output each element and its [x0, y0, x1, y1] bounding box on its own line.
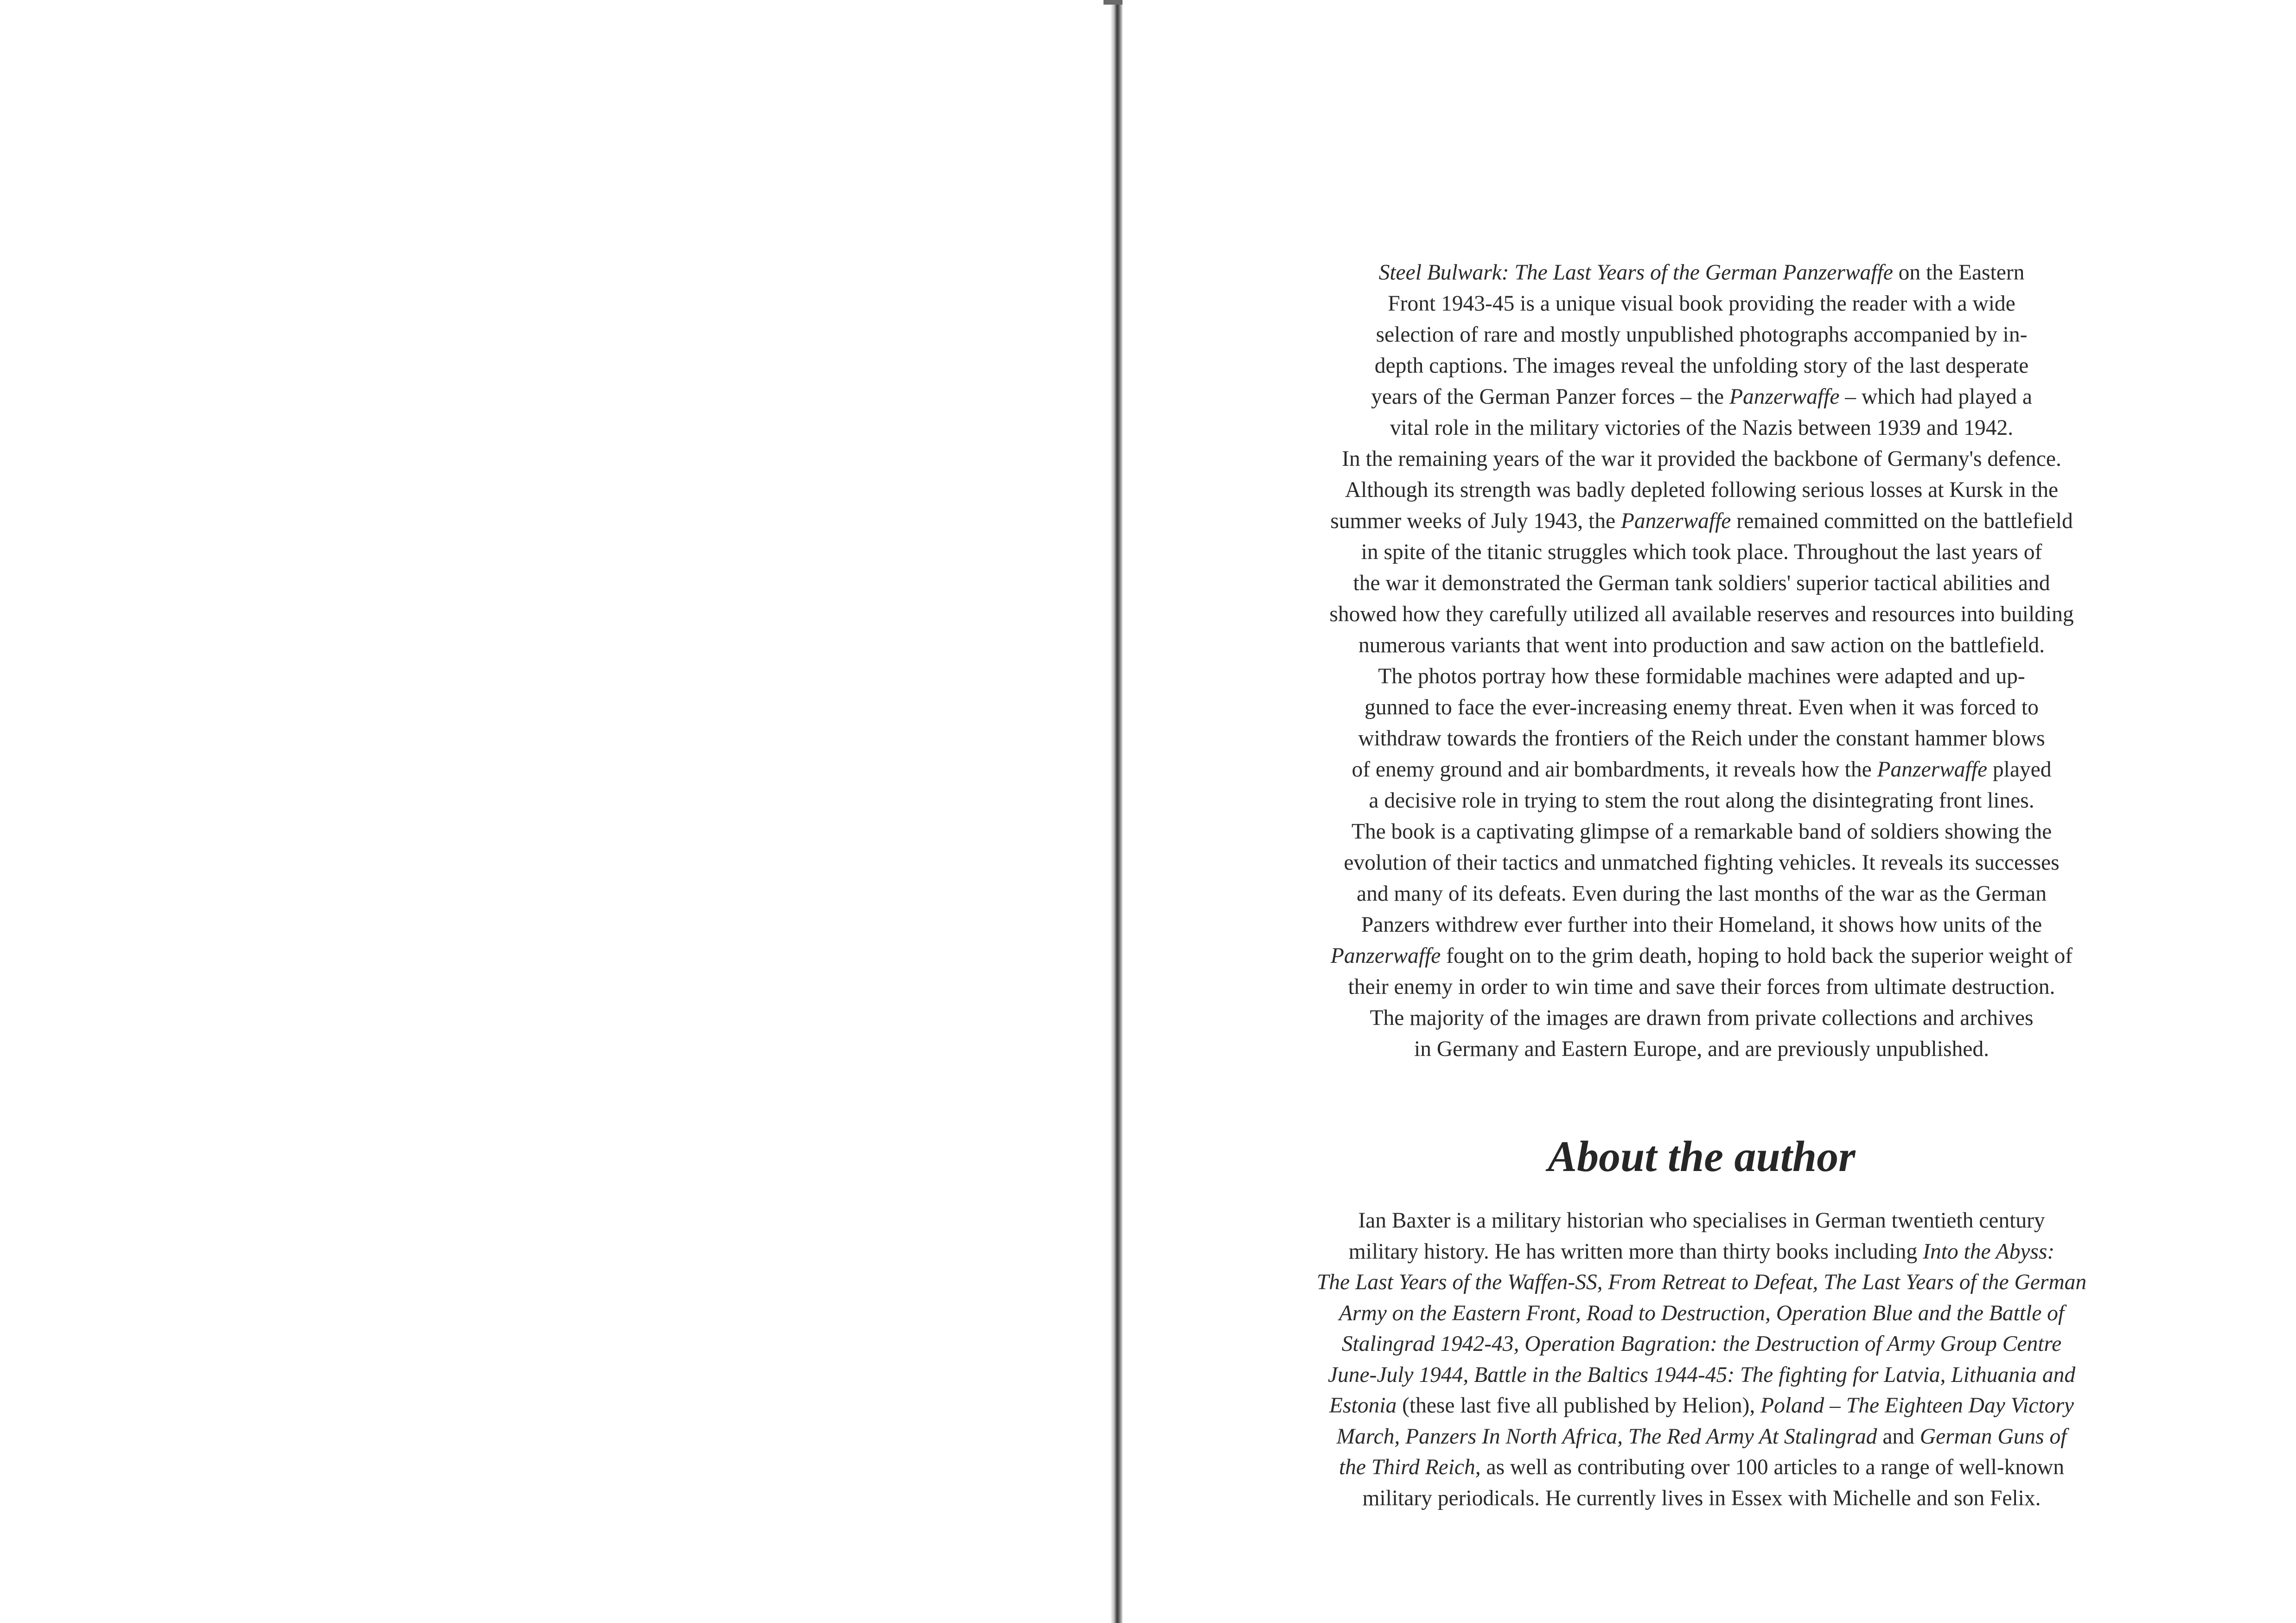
description-line [1280, 382, 2124, 413]
bio-line [1280, 1483, 2124, 1514]
body-text: military periodicals. He currently lives in Essex with Michelle and son Felix. [1362, 1486, 2041, 1510]
body-text: The majority of the images are drawn from private collections and archives [1370, 1006, 2034, 1030]
italic-title-text: March, Panzers In North Africa, The Red Army At Stalingrad [1336, 1424, 1877, 1449]
description-line [1280, 816, 2124, 847]
body-text: Ian Baxter is a military historian who specialises in German twentieth century [1358, 1209, 2045, 1233]
body-text: vital role in the military victories of the Nazis between 1939 and 1942. [1390, 416, 2014, 440]
body-text: played [1987, 757, 2052, 782]
body-text: gunned to face the ever-increasing enemy threat. Even when it was forced to [1365, 695, 2039, 719]
italic-title-text: Panzerwaffe [1330, 944, 1441, 968]
body-text: numerous variants that went into production and saw action on the battlefield. [1358, 633, 2045, 657]
body-text: and many of its defeats. Even during the last months of the war as the German [1357, 882, 2047, 906]
body-text: and [1877, 1424, 1920, 1449]
body-text: in Germany and Eastern Europe, and are previously unpublished. [1414, 1037, 1989, 1061]
description-line [1280, 723, 2124, 754]
body-text: Panzers withdrew ever further into their Homeland, it shows how units of the [1361, 913, 2042, 937]
description-line [1280, 475, 2124, 506]
italic-title-text: the Third Reich, [1339, 1455, 1481, 1479]
body-text: summer weeks of July 1943, the [1330, 509, 1621, 533]
author-biography [1280, 1205, 2124, 1514]
body-text: their enemy in order to win time and save their forces from ultimate destruction. [1348, 975, 2055, 999]
body-text: years of the German Panzer forces – the [1371, 385, 1729, 409]
italic-title-text: German Guns of [1920, 1424, 2067, 1449]
body-text: Front 1943-45 is a unique visual book providing the reader with a wide [1388, 292, 2015, 316]
italic-title-text: Panzerwaffe [1620, 509, 1731, 533]
italic-title-text: Stalingrad 1942-43, Operation Bagration: the Destruction of Army Group Centre [1341, 1332, 2062, 1356]
description-line [1280, 878, 2124, 910]
description-line [1280, 444, 2124, 475]
description-line [1280, 599, 2124, 630]
description-line [1280, 1034, 2124, 1065]
bio-line [1280, 1452, 2124, 1483]
body-text: evolution of their tactics and unmatched fighting vehicles. It reveals its successes [1344, 851, 2060, 875]
body-text: in spite of the titanic struggles which took place. Throughout the last years of [1361, 540, 2042, 564]
bio-line [1280, 1360, 2124, 1391]
body-text: withdraw towards the frontiers of the Reich under the constant hammer blows [1358, 726, 2045, 751]
description-line [1280, 288, 2124, 319]
left-page-blank [0, 0, 1110, 1623]
book-description [1280, 257, 2124, 1065]
description-line [1280, 630, 2124, 661]
description-line [1280, 413, 2124, 444]
description-line [1280, 754, 2124, 785]
bio-line [1280, 1298, 2124, 1329]
body-text: showed how they carefully utilized all available reserves and resources into building [1329, 602, 2074, 626]
body-text: (these last five all published by Helion), [1397, 1394, 1761, 1418]
description-line [1280, 1003, 2124, 1034]
italic-title-text: Poland – The Eighteen Day Victory [1760, 1394, 2074, 1418]
description-line [1280, 537, 2124, 568]
bio-line [1280, 1421, 2124, 1452]
description-line [1280, 506, 2124, 537]
body-text: Although its strength was badly depleted following serious losses at Kursk in the [1345, 478, 2059, 502]
body-text: The book is a captivating glimpse of a remarkable band of soldiers showing the [1351, 820, 2052, 844]
italic-title-text: June-July 1944, Battle in the Baltics 1944-45: The fighting for Latvia, Lithuania and [1327, 1362, 2076, 1387]
italic-title-text: Into the Abyss: [1923, 1239, 2055, 1264]
description-line [1280, 941, 2124, 972]
about-the-author-heading: About the author [1548, 1133, 1856, 1181]
body-text: The photos portray how these formidable machines were adapted and up- [1378, 664, 2025, 688]
bio-line [1280, 1267, 2124, 1298]
description-line [1280, 692, 2124, 723]
book-gutter [1110, 0, 1122, 1623]
body-text: of enemy ground and air bombardments, it reveals how the [1352, 757, 1877, 782]
description-line [1280, 785, 2124, 816]
bio-line [1280, 1329, 2124, 1360]
italic-title-text: The Last Years of the Waffen-SS, From Retreat to Defeat, The Last Years of the German [1316, 1270, 2087, 1294]
body-text: selection of rare and mostly unpublished photographs accompanied by in- [1376, 323, 2028, 347]
body-text: depth captions. The images reveal the unfolding story of the last desperate [1374, 354, 2029, 378]
body-text: – which had played a [1839, 385, 2032, 409]
italic-title-text: Steel Bulwark: The Last Years of the German Panzerwaffe [1378, 261, 1893, 285]
bio-line [1280, 1236, 2124, 1267]
body-text: remained committed on the battlefield [1731, 509, 2073, 533]
italic-title-text: Army on the Eastern Front, Road to Destruction, Operation Blue and the Battle of [1339, 1301, 2065, 1325]
bio-line [1280, 1205, 2124, 1236]
body-text: as well as contributing over 100 articles to a range of well-known [1480, 1455, 2064, 1479]
description-line [1280, 350, 2124, 382]
description-line [1280, 319, 2124, 350]
description-line [1280, 972, 2124, 1003]
italic-title-text: Panzerwaffe [1729, 385, 1840, 409]
body-text: fought on to the grim death, hoping to hold back the superior weight of [1441, 944, 2073, 968]
description-line [1280, 910, 2124, 941]
description-line [1280, 568, 2124, 599]
body-text: a decisive role in trying to stem the rout along the disintegrating front lines. [1369, 789, 2035, 813]
body-text: In the remaining years of the war it provided the backbone of Germany's defence. [1342, 447, 2061, 471]
italic-title-text: Panzerwaffe [1877, 757, 1988, 782]
body-text: the war it demonstrated the German tank soldiers' superior tactical abilities and [1353, 571, 2050, 595]
italic-title-text: Estonia [1329, 1394, 1397, 1418]
description-line [1280, 847, 2124, 878]
bio-line [1280, 1390, 2124, 1421]
description-line [1280, 257, 2124, 288]
body-text: on the Eastern [1893, 261, 2025, 285]
body-text: military history. He has written more than thirty books including [1348, 1239, 1923, 1264]
description-line [1280, 661, 2124, 692]
